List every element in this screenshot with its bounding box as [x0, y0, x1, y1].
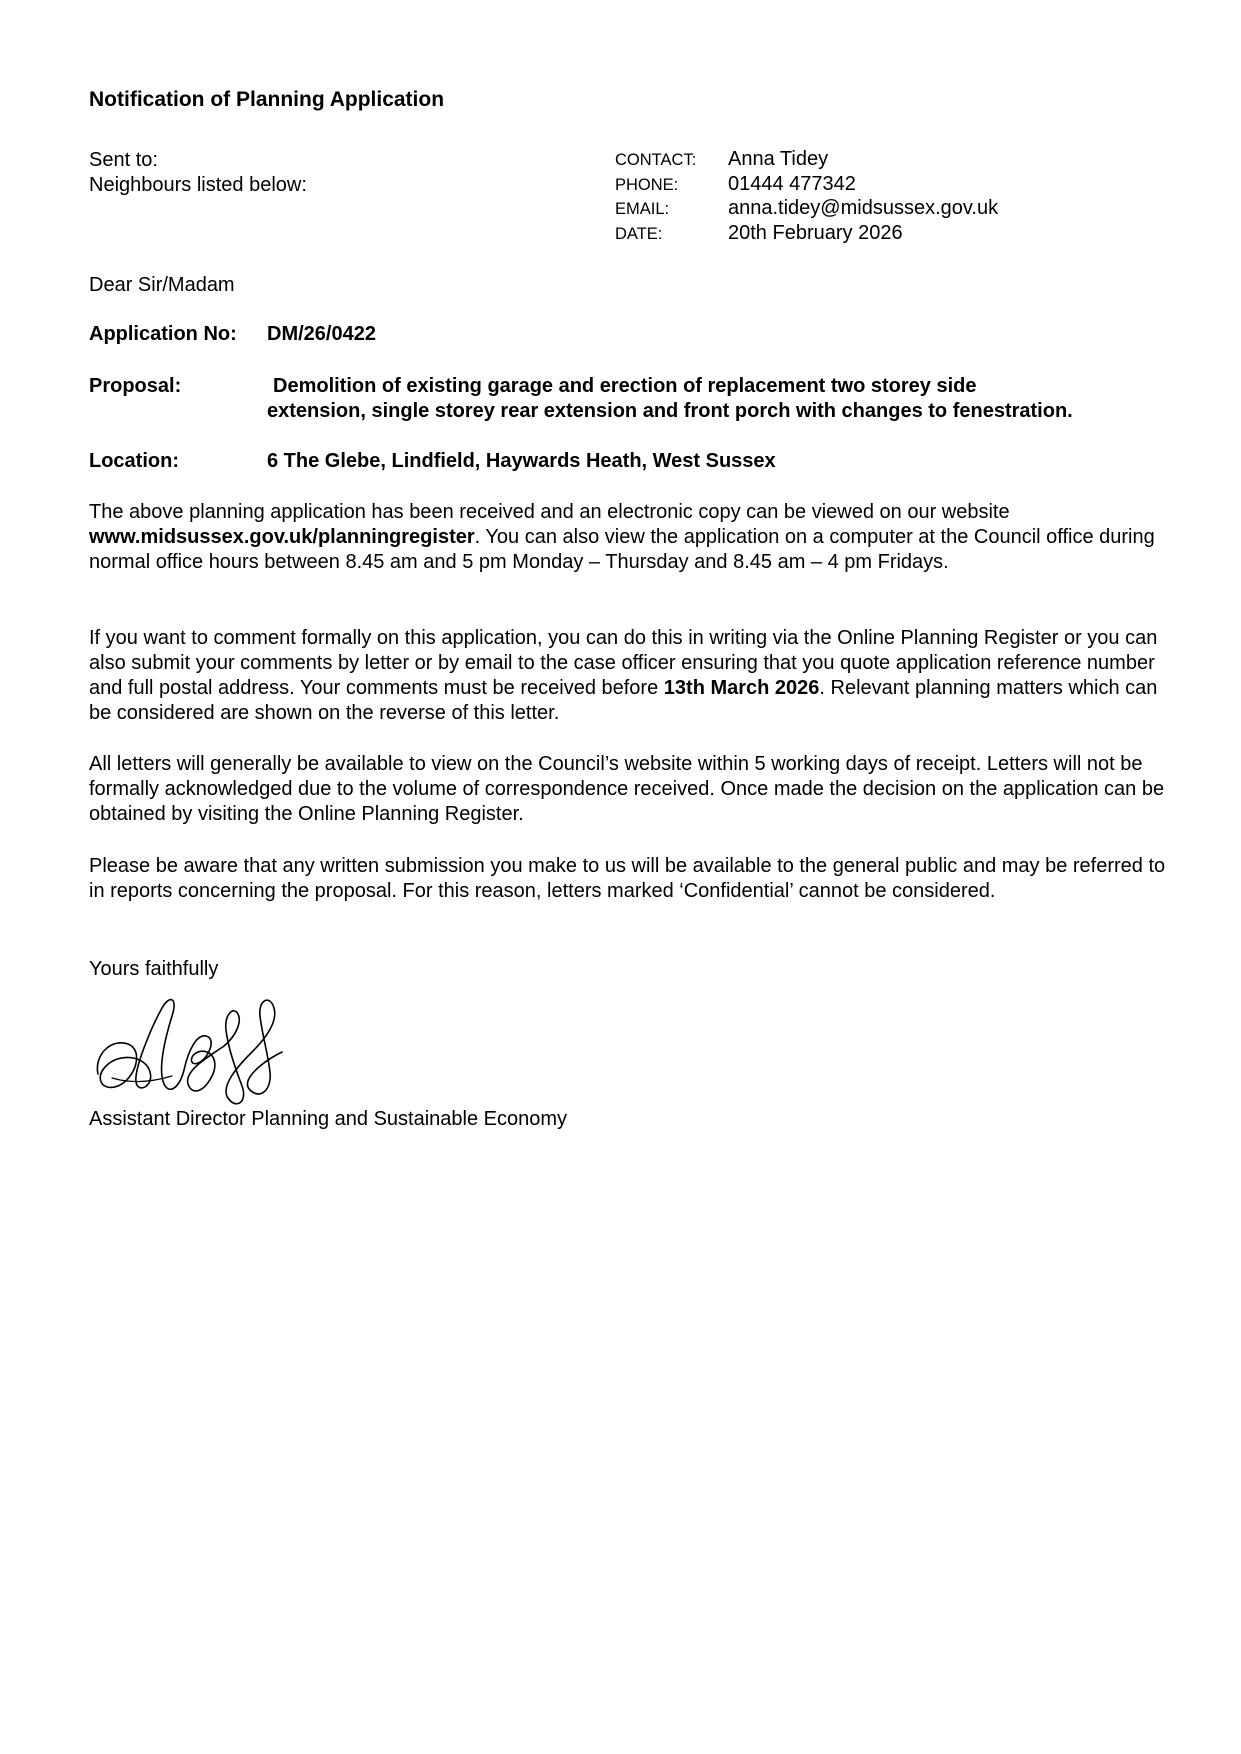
phone-label: PHONE: — [615, 175, 679, 194]
application-number-value: DM/26/0422 — [267, 323, 376, 345]
proposal-value — [267, 374, 1169, 424]
comment-deadline: 13th March 2026 — [663, 677, 820, 699]
paragraph-publication: All letters will generally be available to view on the Council’s website within 5 working days of receipt. Letters will not be formally acknowledged due to the volume of correspondence received. Once made the decision on the application can be obtained by visiting the Online Planning Register. — [89, 753, 1165, 825]
paragraph-viewing-text-b: . You can also view the application on a computer at the Council office during normal office hours between 8.45 am and 5 pm Monday – Thursday and 8.45 am – 4 pm Fridays. — [89, 526, 1155, 573]
proposal-line-2: extension, single storey rear extension and front porch with changes to fenestration. — [267, 400, 1073, 422]
date-value: 20th February 2026 — [728, 221, 903, 244]
location-row — [89, 449, 1169, 474]
signature-icon — [92, 986, 297, 1108]
paragraph-viewing-text-a: The above planning application has been received and an electronic copy can be viewed on our website — [89, 501, 1010, 523]
contact-name: Anna Tidey — [728, 148, 829, 170]
contact-row — [615, 148, 998, 173]
paragraph-comments — [89, 626, 1169, 726]
sent-to-value: Neighbours listed below: — [89, 174, 307, 196]
phone-row — [615, 173, 998, 198]
salutation: Dear Sir/Madam — [89, 274, 235, 296]
letter-title: Notification of Planning Application — [89, 88, 445, 111]
contact-label: CONTACT: — [615, 151, 697, 169]
application-number-label: Application No: — [89, 323, 237, 345]
closing: Yours faithfully — [89, 958, 219, 980]
sent-to-label: Sent to: — [89, 149, 158, 171]
signatory-title: Assistant Director Planning and Sustainable Economy — [89, 1108, 568, 1130]
proposal-label: Proposal: — [89, 375, 182, 397]
location-label: Location: — [89, 450, 179, 472]
email-row — [615, 197, 998, 222]
contact-block — [615, 148, 998, 246]
email-value: anna.tidey@midsussex.gov.uk — [728, 197, 999, 219]
email-label: EMAIL: — [615, 200, 670, 218]
proposal-line-1: Demolition of existing garage and erection of replacement two storey side — [273, 375, 977, 397]
proposal-row — [89, 374, 1169, 424]
planning-register-link[interactable]: www.midsussex.gov.uk/planningregister — [89, 526, 475, 548]
phone-value: 01444 477342 — [728, 172, 856, 195]
paragraph-comments-text-b: . Relevant planning matters which can be considered are shown on the reverse of this letter. — [89, 677, 1158, 724]
paragraph-viewing — [89, 500, 1169, 575]
date-label: DATE: — [615, 224, 663, 243]
sent-to-block — [89, 148, 307, 198]
location-value: 6 The Glebe, Lindfield, Haywards Heath, West Sussex — [267, 450, 776, 472]
date-row — [615, 222, 998, 247]
paragraph-comments-text-a: If you want to comment formally on this application, you can do this in writing via the Online Planning Register or you can also submit your comments by letter or by email to the case officer ensuring that you quote application reference number and full postal address. Your comments must be received before — [89, 627, 1158, 699]
application-number-row — [89, 322, 1169, 347]
paragraph-confidentiality: Please be aware that any written submission you make to us will be available to the general public and may be referred to in reports concerning the proposal. For this reason, letters marked ‘Confidential’ cannot be considered. — [89, 855, 1166, 902]
